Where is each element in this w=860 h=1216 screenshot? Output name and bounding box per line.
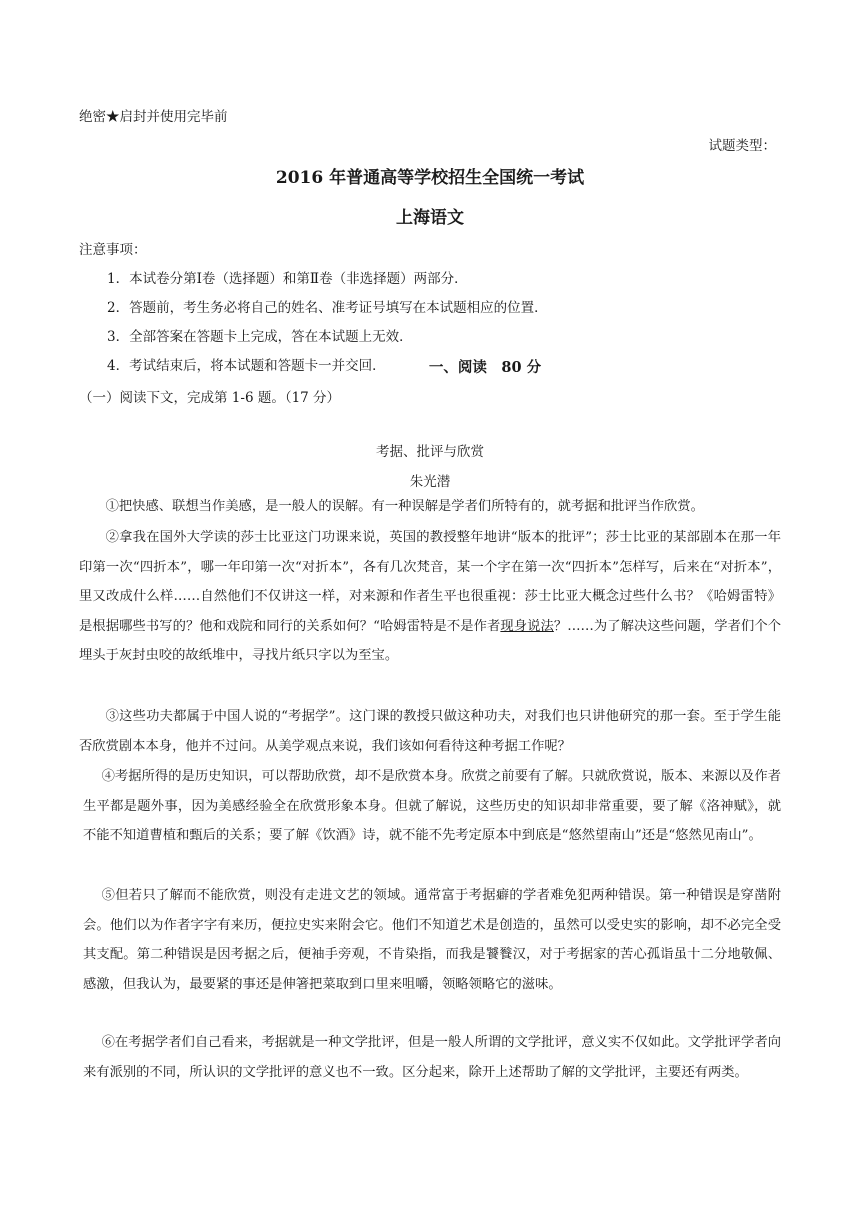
underlined-phrase: 现身说法 [500, 618, 554, 634]
question-type-label: 试题类型： [708, 138, 776, 154]
article-paragraph-6: ⑥在考据学者们自己看来，考据就是一种文学批评，但是一般人所谓的文学批评，意义实不仅如此。文学批评学者向来有派别的不同，所认识的文学批评的意义也不一致。区分起来，除开上述帮助了解的文学批评，主要还有两类。 [83, 1035, 781, 1080]
notice-item: 1．本试卷分第Ⅰ卷（选择题）和第Ⅱ卷（非选择题）两部分． [107, 271, 468, 287]
exam-title: 2016 年普通高等学校招生全国统一考试 [275, 168, 585, 188]
paragraph-text: ②拿我在国外大学读的莎士比亚这门功课来说，英国的教授整年地讲“版本的批评”；莎士比亚的某部剧本在那一年印第一次“四折本”，哪一年印第一次“对折本”，各有几次梵音，某一个字在第一次“四折本”怎样写，后来在“对折本”，里又改成什么样……自然他们不仅讲这一样，对来源和作者生平也很重视：莎士比亚大概念过些什么书？《哈姆雷特》是根据哪些书写的？他和戏院和同行的关系如何？“哈姆雷特是不是作者 [79, 530, 781, 634]
article-author: 朱光潜 [409, 474, 451, 490]
article-paragraph-5: ⑤但若只了解而不能欣赏，则没有走进文艺的领域。通常富于考据癖的学者难免犯两种错误。第一种错误是穿凿附会。他们以为作者字字有来历，便拉史实来附会它。他们不知道艺术是创造的，虽然可以受史实的影响，却不必完全受其支配。第二种错误是因考据之后，便袖手旁观，不肯染指，而我是饕餮汉，对于考据家的苦心孤诣虽十二分地敬佩、感激，但我认为，最要紧的事还是伸箸把菜取到口里来咀嚼，领略领略它的滋味。 [83, 888, 781, 992]
article-paragraph-2 [79, 523, 781, 671]
article-title: 考据、批评与欣赏 [376, 444, 484, 460]
notice-heading: 注意事项： [79, 242, 147, 258]
notice-item: 2．答题前，考生务必将自己的姓名、准考证号填写在本试题相应的位置． [107, 300, 548, 316]
article-paragraph-3: ③这些功夫都属于中国人说的“考据学”。这门课的教授只做这种功夫，对我们也只讲他研究的那一套。至于学生能否欣赏剧本本身，他并不过问。从美学观点来说，我们该如何看待这种考据工作呢？ [79, 709, 781, 754]
article-paragraph-4: ④考据所得的是历史知识，可以帮助欣赏，却不是欣赏本身。欣赏之前要有了解。只就欣赏说，版本、来源以及作者生平都是题外事，因为美感经验全在欣赏形象本身。但就了解说，这些历史的知识却非常重要，要了解《洛神赋》，就不能不知道曹植和甄后的关系；要了解《饮酒》诗，就不能不先考定原本中到底是“悠然望南山”还是“悠然见南山”。 [83, 769, 781, 843]
paragraph-text: ？……为了解决这些问题，学者们个个埋头于灰封虫咬的故纸堆中，寻找片纸只字以为至宝。 [79, 618, 782, 663]
confidential-mark: 绝密★启封并使用完毕前 [79, 109, 228, 125]
notice-item: 3．全部答案在答题卡上完成，答在本试题上无效． [107, 329, 413, 345]
article-paragraph-1: ①把快感、联想当作美感，是一般人的误解。有一种误解是学者们所特有的，就考据和批评当作欣赏。 [105, 499, 704, 514]
notice-item: 4．考试结束后，将本试题和答题卡一并交回． [107, 358, 386, 374]
part-intro: （一）阅读下文，完成第 1-6 题。（17 分） [79, 390, 341, 406]
exam-subject: 上海语文 [396, 208, 464, 228]
section-heading: 一、阅读 80 分 [428, 359, 542, 376]
